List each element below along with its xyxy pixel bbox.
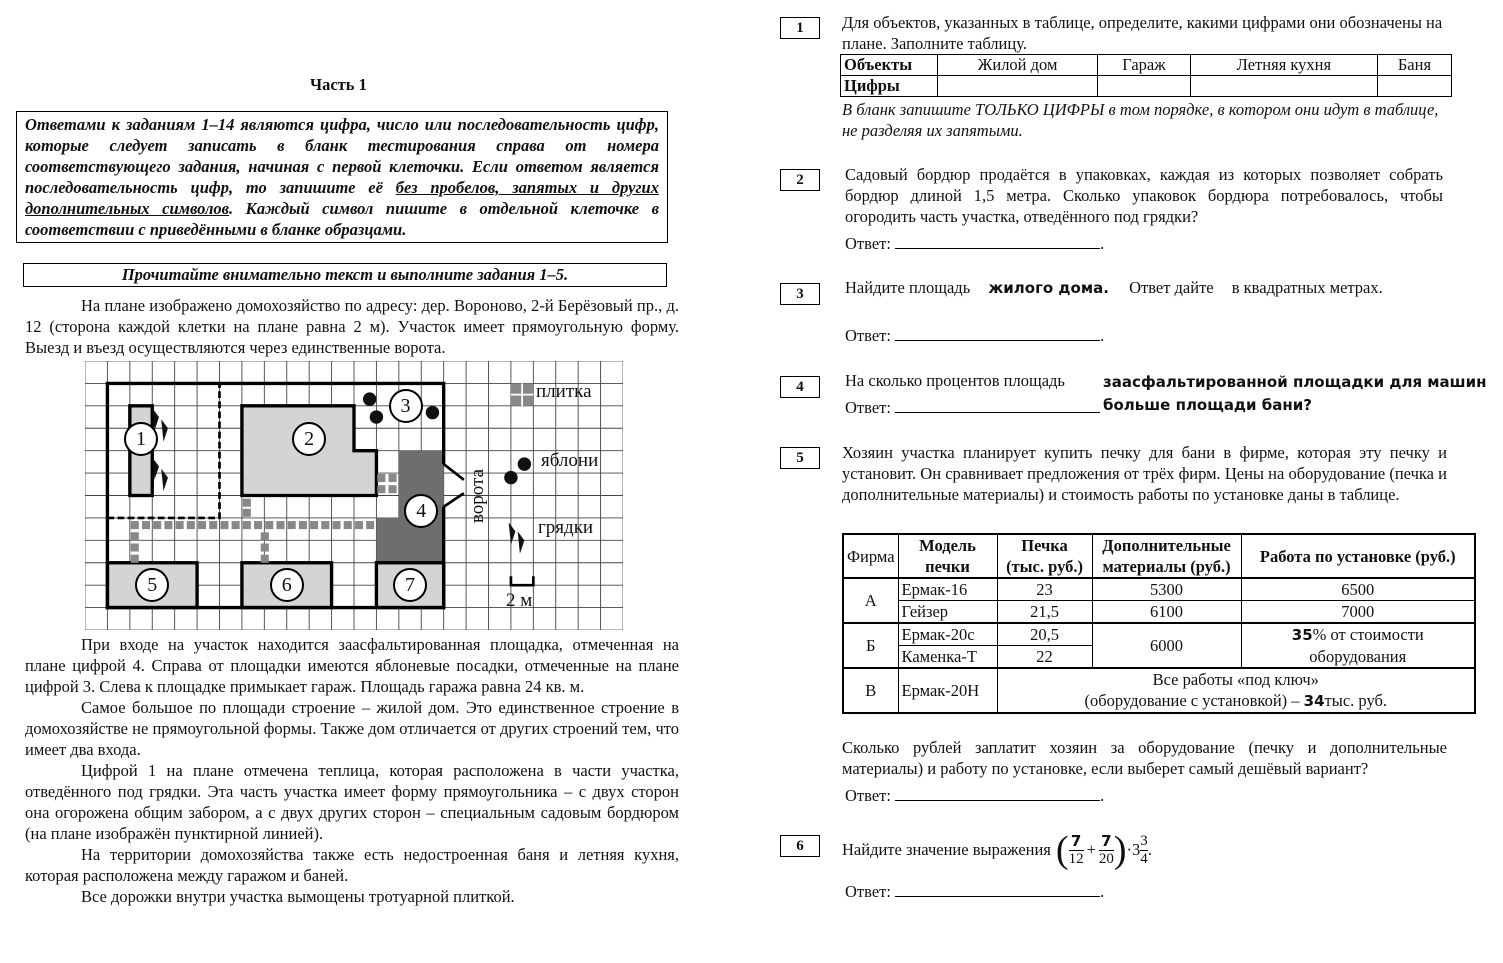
answer-cell[interactable] (1097, 76, 1190, 97)
plan-number-7: 7 (393, 568, 427, 602)
tile (254, 521, 262, 529)
answer-label: Ответ: (845, 326, 891, 345)
answer-label: Ответ: (845, 398, 891, 417)
cell: А (843, 578, 898, 623)
answer-field[interactable] (895, 398, 1100, 413)
denominator: 12 (1068, 850, 1084, 867)
task-1-text: Для объектов, указанных в таблице, определите, какими цифрами они обозначены на плане. Заполните таблицу. (842, 13, 1443, 53)
tile (198, 521, 206, 529)
fraction (1069, 833, 1084, 868)
pct-text: % от стоимости оборудования (1309, 625, 1424, 666)
fraction (1140, 833, 1148, 868)
plan-number-2: 2 (292, 422, 326, 456)
cell: Гараж (1097, 55, 1190, 76)
intro-paragraph: На плане изображено домохозяйство по адресу: дер. Вороново, 2-й Берёзовый пр., д. 12 (сторона каждой клетки на плане равна 2 м). Участок имеет прямоугольную форму. Выезд и въезд осуществляются через единственные ворота. (25, 296, 679, 357)
instruction-text: Ответами к заданиям 1–14 являются цифра, число или последовательность цифр, которые следует записать в бланк тестирования справа от номера соответствующего задания, начиная с первой клеточки. Если ответом является последовательность цифр, то запишите её (25, 115, 659, 197)
plan-number-3: 3 (389, 389, 423, 423)
tile (131, 555, 139, 563)
answer-field[interactable] (895, 326, 1100, 341)
tile (176, 521, 184, 529)
tile (153, 521, 161, 529)
text: в квадратных метрах. (1231, 278, 1383, 297)
tile (310, 521, 318, 529)
task-number-4: 4 (780, 376, 820, 398)
text: Найдите значение выражения (842, 840, 1051, 859)
header-cell: Печка (тыс. руб.) (997, 534, 1092, 578)
tile (377, 485, 385, 493)
cell: Каменка-Т (898, 646, 997, 669)
cell: 20,5 (997, 623, 1092, 646)
header-cell: Фирма (843, 534, 898, 578)
text: Все работы «под ключ» (1152, 670, 1319, 689)
cell (1241, 623, 1475, 668)
tile (288, 521, 296, 529)
cell: Ермак-16 (898, 578, 997, 601)
cell: Летняя кухня (1190, 55, 1377, 76)
tile (261, 555, 269, 563)
cell: Б (843, 623, 898, 668)
text: Найдите площадь (845, 278, 971, 297)
task-5-text: Хозяин участка планирует купить печку для бани в фирме, которая эту печку и установит. Он сравнивает предложения от трёх фирм. Цены на оборудование (печка и дополнительные материалы) и стоимость работы по установке даны в таблице. (842, 443, 1447, 504)
answer-row: Ответ: . (845, 234, 1105, 253)
cell: 7000 (1241, 601, 1475, 624)
plan-number-5: 5 (135, 568, 169, 602)
task-1-note: В бланк запишите ТОЛЬКО ЦИФРЫ в том порядке, в котором они идут в таблице, не разделяя их запятыми. (842, 100, 1439, 140)
text: больше площади бани? (1103, 396, 1312, 414)
tile (261, 532, 269, 540)
tile (389, 474, 397, 482)
pct-value: 35 (1291, 626, 1313, 644)
read-task-box (23, 263, 667, 287)
task-1-table (840, 54, 1452, 97)
tile (299, 521, 307, 529)
answer-cell[interactable] (1190, 76, 1377, 97)
task-number-6: 6 (780, 835, 820, 857)
answer-row (845, 398, 1100, 418)
tile (355, 521, 363, 529)
cell: Баня (1377, 55, 1451, 76)
story-paragraph: Все дорожки внутри участка вымощены тротуарной плиткой. (81, 887, 515, 906)
tile (142, 521, 150, 529)
task-5-question: Сколько рублей заплатит хозяин за оборудование (печку и дополнительные материалы) и работу по установке, если выберет самый дешёвый вариант? (842, 738, 1447, 778)
instruction-box (16, 111, 668, 243)
story-text (25, 634, 679, 907)
plan-number-6: 6 (270, 568, 304, 602)
story-paragraph: При входе на участок находится заасфальтированная площадка, отмеченная на плане цифрой 4. Справа от площадки имеются яблоневые посадки, отмеченные на плане цифрой 3. Слева к площадке примыкает гараж. Площадь гаража равна 24 кв. м. (25, 635, 679, 696)
tile (276, 521, 284, 529)
answer-row: Ответ: . (845, 326, 1105, 345)
story-paragraph: На территории домохозяйства также есть недостроенная баня и летняя кухня, которая расположена между гаражом и баней. (25, 845, 679, 885)
gate-label: ворота (467, 468, 488, 524)
task-4-text: На сколько процентов площадь (845, 371, 1065, 390)
tile (164, 521, 172, 529)
answer-field[interactable] (895, 786, 1100, 801)
tile (389, 485, 397, 493)
task-number-2: 2 (780, 169, 820, 191)
cell: Гейзер (898, 601, 997, 624)
fraction (1099, 833, 1114, 868)
cell: Объекты (841, 55, 938, 76)
story-paragraph: Цифрой 1 на плане отмечена теплица, которая расположена в части участка, отведённого под грядки. Эта часть участка имеет форму прямоугольника – с двух сторон она огорожена общим забором, а с двух других сторон – специальным садовым бордюром (на плане изображён пунктирной линией). (25, 761, 679, 843)
cell: Жилой дом (938, 55, 1098, 76)
tile (243, 509, 251, 517)
task-6-text: Найдите значение выражения ( $\frac{7}{12}$ + $\frac{7}{20}$ ) ·3 $\frac{3}{4}$ . (842, 829, 1152, 871)
read-task-text: Прочитайте внимательно текст и выполните задания 1–5. (121, 265, 569, 284)
cell: 21,5 (997, 601, 1092, 624)
tile (321, 521, 329, 529)
part-title: Часть 1 (310, 75, 367, 94)
text: (оборудование с установкой) – (1084, 691, 1300, 710)
answer-row: Ответ: . (845, 882, 1105, 901)
cell: Ермак-20с (898, 623, 997, 646)
text: Ответ дайте (1129, 278, 1214, 297)
instruction-text-end: . Каждый символ пишите в отдельной клеточке в соответствии с приведёнными в бланке образцами. (25, 199, 659, 239)
tile (332, 521, 340, 529)
text: тыс. руб. (1324, 691, 1388, 710)
task-number-1: 1 (780, 17, 820, 39)
cell: 5300 (1092, 578, 1241, 601)
cell: 6100 (1092, 601, 1241, 624)
answer-label: Ответ: (845, 882, 891, 901)
tile (344, 521, 352, 529)
cell (997, 668, 1475, 713)
header-cell: Дополнительные материалы (руб.) (1092, 534, 1241, 578)
tile (131, 521, 139, 529)
answer-field[interactable] (895, 234, 1100, 249)
task-number-3: 3 (780, 283, 820, 305)
cell: Ермак-20Н (898, 668, 997, 713)
text: жилого дома. (988, 279, 1109, 297)
tile (243, 499, 251, 507)
legend-apple-label: яблони (541, 450, 599, 471)
answer-cell[interactable] (938, 76, 1098, 97)
tile (261, 543, 269, 551)
instruction-underlined: без пробелов, запятых и других дополнительных символов (25, 178, 659, 218)
text: заасфальтированной площадки для машин (1103, 373, 1487, 391)
tile (187, 521, 195, 529)
text: + (1086, 840, 1096, 859)
legend-beds-label: грядки (538, 517, 594, 538)
cell: В (843, 668, 898, 713)
answer-row: Ответ: . (845, 786, 1105, 805)
tile (265, 521, 273, 529)
text: . (1147, 840, 1152, 859)
tile (131, 543, 139, 551)
cell: Цифры (841, 76, 938, 97)
cell: 6000 (1092, 623, 1241, 668)
cell: 23 (997, 578, 1092, 601)
task-3-text (845, 277, 1450, 299)
task-4-bold (1103, 371, 1486, 417)
numerator: 3 (1140, 832, 1148, 849)
scale-label: 2 м (506, 590, 533, 611)
legend-tile-label: плитка (536, 381, 592, 402)
tile (131, 532, 139, 540)
tile (366, 521, 374, 529)
plan-number-4: 4 (404, 494, 438, 528)
task-2-text: Садовый бордюр продаётся в упаковках, каждая из которых позволяет собрать бордюр длиной 1,5 метра. Сколько упаковок бордюра потребовалось, чтобы огородить часть участка, отведённого под грядки? (845, 165, 1443, 226)
tile (377, 474, 385, 482)
tile (209, 521, 217, 529)
task-number-5: 5 (780, 447, 820, 469)
tile (220, 521, 228, 529)
plan-number-1: 1 (124, 422, 158, 456)
cell: 22 (997, 646, 1092, 669)
answer-label: Ответ: (845, 786, 891, 805)
text: ·3 (1126, 840, 1141, 859)
answer-cell[interactable] (1377, 76, 1451, 97)
header-cell: Модель печки (898, 534, 997, 578)
price-value: 34 (1303, 692, 1325, 710)
answer-field[interactable] (895, 882, 1100, 897)
tile (232, 521, 240, 529)
tile (243, 521, 251, 529)
numerator: 7 (1099, 833, 1114, 851)
answer-label: Ответ: (845, 234, 891, 253)
story-paragraph: Самое большое по площади строение – жилой дом. Это единственное строение в домохозяйстве не прямоугольной формы. Также дом отличается от других строений тем, что имеет два входа. (25, 698, 679, 759)
denominator: 20 (1098, 850, 1114, 867)
cell: 6500 (1241, 578, 1475, 601)
task-5-table (842, 533, 1476, 714)
header-cell: Работа по установке (руб.) (1241, 534, 1475, 578)
numerator: 7 (1069, 833, 1084, 851)
denominator: 4 (1140, 850, 1148, 867)
